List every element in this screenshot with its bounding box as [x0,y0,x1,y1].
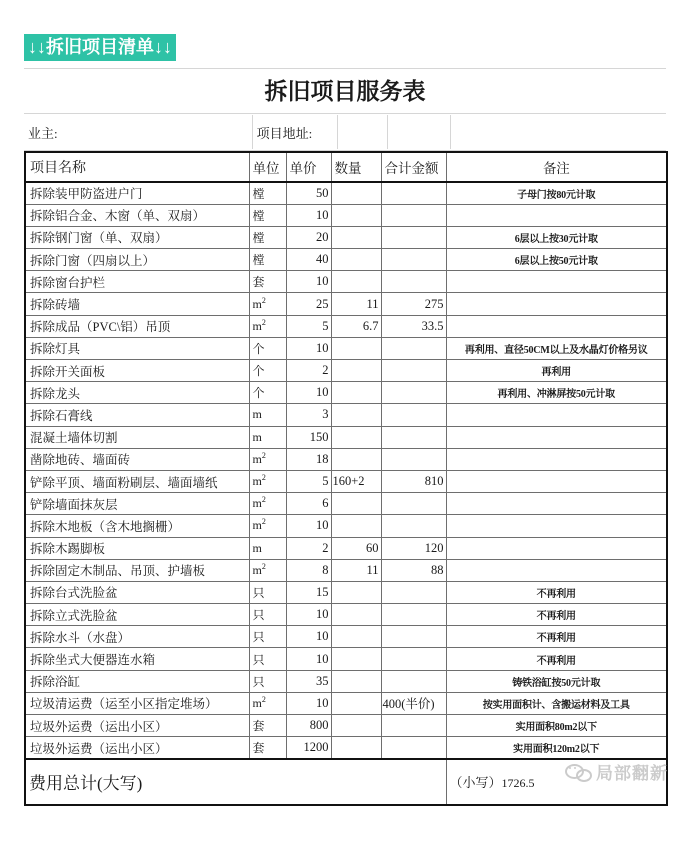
cell-quantity: 11 [331,293,381,315]
cell-note: 不再利用 [446,626,667,648]
table-row [25,515,667,537]
cell-quantity [331,448,381,470]
cell-note [446,493,667,515]
cell-unit-price: 3 [286,404,331,426]
cell-amount [381,448,446,470]
cell-unit-price: 2 [286,537,331,559]
cell-note [446,271,667,293]
cell-amount [381,249,446,271]
cell-unit: 只 [249,604,286,626]
column-header-name: 项目名称 [25,152,249,182]
cell-item-name: 拆除砖墙 [25,293,249,315]
cell-unit: 只 [249,648,286,670]
address-label: 项目地址: [256,125,313,141]
list-banner: ↓↓拆旧项目清单↓↓ [24,34,176,61]
table-row [25,470,667,492]
table-row [25,737,667,759]
cell-unit-price: 10 [286,337,331,359]
cell-note: 再利用、直径50CM以上及水晶灯价格另议 [446,337,667,359]
cell-note: 不再利用 [446,604,667,626]
cell-unit-price: 5 [286,315,331,337]
cell-item-name: 拆除坐式大便器连水箱 [25,648,249,670]
cell-unit: 个 [249,337,286,359]
cell-unit-price: 800 [286,715,331,737]
cell-amount [381,337,446,359]
cell-amount: 400(半价) [381,692,446,714]
cell-unit: $m^2$ [249,692,286,714]
page-title: 拆旧项目服务表 [264,79,426,104]
cell-note: 实用面积80m2以下 [446,715,667,737]
cell-unit: $m^2$ [249,515,286,537]
column-header-unit: 单位 [249,152,286,182]
cell-note: 再利用、冲淋屏按50元计取 [446,382,667,404]
cell-amount [381,360,446,382]
cell-note [446,448,667,470]
cell-unit-price: 25 [286,293,331,315]
cell-quantity [331,515,381,537]
cell-quantity [331,337,381,359]
divider-top [24,68,666,69]
cell-item-name: 拆除开关面板 [25,360,249,382]
cell-quantity [331,493,381,515]
cell-item-name: 拆除水斗（水盘） [25,626,249,648]
cell-note: 再利用 [446,360,667,382]
cell-quantity [331,670,381,692]
cell-quantity [331,604,381,626]
cell-item-name: 拆除门窗（四扇以上） [25,249,249,271]
cell-note [446,515,667,537]
table-row [25,426,667,448]
cell-note: 铸铁浴缸按50元计取 [446,670,667,692]
demolition-items-table [24,151,668,806]
cell-unit: 只 [249,626,286,648]
table-row [25,404,667,426]
total-value: （小写）1726.5 [446,759,667,805]
cell-item-name: 拆除台式洗脸盆 [25,581,249,603]
table-row [25,271,667,293]
table-row [25,293,667,315]
cell-quantity: 6.7 [331,315,381,337]
cell-amount [381,737,446,759]
cell-unit: 只 [249,581,286,603]
cell-amount: 88 [381,559,446,581]
cell-unit-price: 10 [286,271,331,293]
table-row [25,182,667,204]
cell-unit: 套 [249,271,286,293]
cell-item-name: 凿除地砖、墙面砖 [25,448,249,470]
table-row [25,226,667,248]
cell-quantity [331,426,381,448]
cell-unit-price: 20 [286,226,331,248]
cell-quantity [331,226,381,248]
table-row [25,626,667,648]
cell-note: 实用面积120m2以下 [446,737,667,759]
cell-unit: $m^2$ [249,448,286,470]
cell-unit-price: 5 [286,470,331,492]
cell-unit: $m^2$ [249,493,286,515]
owner-label: 业主: [28,125,58,141]
cell-unit: 套 [249,737,286,759]
cell-amount [381,515,446,537]
cell-unit: $m^2$ [249,293,286,315]
cell-unit: m [249,426,286,448]
cell-quantity [331,692,381,714]
cell-unit-price: 18 [286,448,331,470]
cell-quantity: 11 [331,559,381,581]
cell-amount [381,604,446,626]
total-label: 费用总计(大写) [25,759,446,805]
table-header-row [25,152,667,182]
cell-amount [381,404,446,426]
cell-amount [381,271,446,293]
table-row [25,670,667,692]
cell-quantity [331,648,381,670]
cell-unit: m [249,537,286,559]
cell-unit: $m^2$ [249,559,286,581]
cell-note [446,404,667,426]
cell-note: 按实用面积计、含搬运材料及工具 [446,692,667,714]
cell-item-name: 垃圾外运费（运出小区） [25,715,249,737]
cell-note: 6层以上按30元计取 [446,226,667,248]
cell-item-name: 拆除立式洗脸盆 [25,604,249,626]
cell-note: 不再利用 [446,648,667,670]
cell-quantity [331,204,381,226]
cell-unit: 樘 [249,182,286,204]
cell-item-name: 铲除平顶、墙面粉刷层、墙面墙纸 [25,470,249,492]
cell-item-name: 拆除浴缸 [25,670,249,692]
cell-item-name: 垃圾外运费（运出小区） [25,737,249,759]
cell-amount [381,226,446,248]
cell-unit-price: 8 [286,559,331,581]
table-row [25,382,667,404]
cell-note [446,293,667,315]
cell-quantity: 160+2 [331,470,381,492]
cell-quantity [331,581,381,603]
cell-item-name: 铲除墙面抹灰层 [25,493,249,515]
table-row [25,249,667,271]
info-extra-cell-2 [388,115,450,149]
cell-item-name: 拆除木地板（含木地搁栅） [25,515,249,537]
cell-unit-price: 10 [286,626,331,648]
cell-unit-price: 2 [286,360,331,382]
cell-unit: 个 [249,360,286,382]
total-amount: 1726.5 [501,776,535,791]
cell-unit-price: 150 [286,426,331,448]
cell-unit: 樘 [249,226,286,248]
cell-item-name: 混凝土墙体切割 [25,426,249,448]
cell-item-name: 拆除窗台护栏 [25,271,249,293]
cell-amount [381,626,446,648]
cell-amount [381,715,446,737]
cell-note [446,470,667,492]
cell-amount [381,648,446,670]
table-row [25,715,667,737]
table-row [25,648,667,670]
cell-unit-price: 6 [286,493,331,515]
cell-unit: m [249,404,286,426]
cell-unit-price: 1200 [286,737,331,759]
cell-quantity [331,382,381,404]
cell-amount [381,426,446,448]
cell-amount: 810 [381,470,446,492]
cell-item-name: 拆除灯具 [25,337,249,359]
cell-note [446,559,667,581]
table-row [25,537,667,559]
cell-unit-price: 10 [286,604,331,626]
cell-item-name: 拆除龙头 [25,382,249,404]
cell-note: 不再利用 [446,581,667,603]
cell-item-name: 拆除成品（PVC\铝）吊顶 [25,315,249,337]
column-header-qty: 数量 [331,152,381,182]
cell-item-name: 垃圾清运费（运至小区指定堆场） [25,692,249,714]
cell-unit-price: 50 [286,182,331,204]
divider-title-bottom [24,113,666,114]
table-row [25,315,667,337]
cell-note [446,426,667,448]
table-row [25,692,667,714]
cell-amount: 275 [381,293,446,315]
info-extra-cell-3 [451,115,666,149]
cell-quantity [331,182,381,204]
column-header-amount: 合计金额 [381,152,446,182]
table-row [25,360,667,382]
cell-quantity: 60 [331,537,381,559]
cell-unit-price: 10 [286,692,331,714]
cell-item-name: 拆除木踢脚板 [25,537,249,559]
table-row [25,337,667,359]
column-header-price: 单价 [286,152,331,182]
cell-note: 子母门按80元计取 [446,182,667,204]
cell-unit-price: 40 [286,249,331,271]
watermark-label: 局部翻新 [596,764,668,783]
cell-amount [381,382,446,404]
cell-unit: 樘 [249,204,286,226]
table-row [25,204,667,226]
cell-unit-price: 10 [286,204,331,226]
cell-note: 6层以上按50元计取 [446,249,667,271]
cell-item-name: 拆除铝合金、木窗（单、双扇） [25,204,249,226]
cell-unit: 只 [249,670,286,692]
table-row [25,493,667,515]
cell-note [446,315,667,337]
cell-unit: $m^2$ [249,470,286,492]
cell-quantity [331,737,381,759]
cell-unit-price: 10 [286,648,331,670]
cell-quantity [331,249,381,271]
cell-amount: 120 [381,537,446,559]
cell-unit-price: 15 [286,581,331,603]
total-row [25,759,667,805]
table-row [25,559,667,581]
table-row [25,604,667,626]
cell-quantity [331,626,381,648]
table-row [25,581,667,603]
cell-note [446,537,667,559]
cell-item-name: 拆除固定木制品、吊顶、护墙板 [25,559,249,581]
cell-unit: $m^2$ [249,315,286,337]
cell-amount [381,204,446,226]
cell-amount [381,493,446,515]
cell-quantity [331,360,381,382]
banner-container [24,34,176,61]
cell-item-name: 拆除装甲防盗进户门 [25,182,249,204]
cell-note [446,204,667,226]
cell-quantity [331,404,381,426]
cell-unit-price: 10 [286,382,331,404]
cell-quantity [331,271,381,293]
table-row [25,448,667,470]
cell-unit-price: 10 [286,515,331,537]
cell-amount [381,182,446,204]
cell-item-name: 拆除石膏线 [25,404,249,426]
cell-amount: 33.5 [381,315,446,337]
cell-amount [381,670,446,692]
cell-unit: 套 [249,715,286,737]
cell-unit: 樘 [249,249,286,271]
cell-amount [381,581,446,603]
cell-quantity [331,715,381,737]
column-header-note: 备注 [446,152,667,182]
cell-unit-price: 35 [286,670,331,692]
cell-item-name: 拆除钢门窗（单、双扇） [25,226,249,248]
info-extra-cell-1 [338,115,388,149]
owner-info-row [24,115,666,149]
cell-unit: 个 [249,382,286,404]
